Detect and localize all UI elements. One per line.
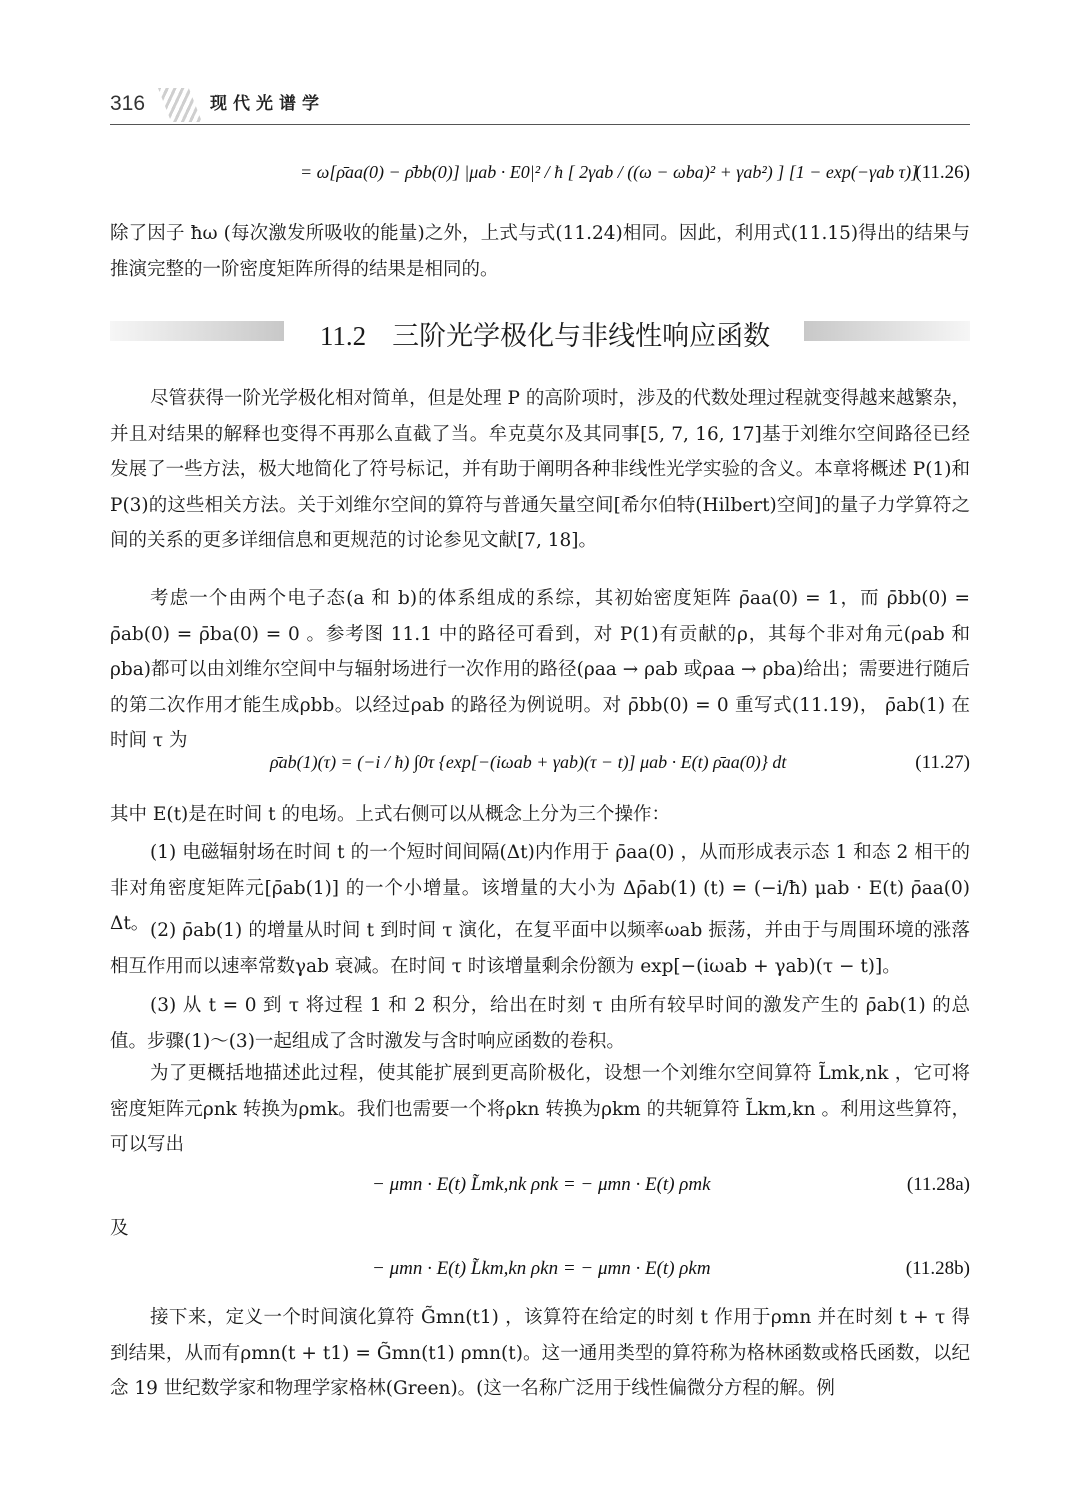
- paragraph: 为了更概括地描述此过程，使其能扩展到更高阶极化，设想一个刘维尔空间算符 L̃mk,nk ，它可将密度矩阵元ρnk 转换为ρmk。我们也需要一个将ρkn 转换为ρkm 的共轭算符 L̃km,kn 。利用这些算符，可以写出: [110, 1063, 970, 1155]
- paragraph: (3) 从 t = 0 到 τ 将过程 1 和 2 积分，给出在时刻 τ 由所有较早时间的激发产生的 ρ̄ab(1) 的总值。步骤(1)～(3)一起组成了含时激发与含时响应函数的卷积。: [110, 995, 970, 1052]
- equation-11-27: [110, 744, 970, 790]
- section-heading: [300, 314, 790, 353]
- equation-11-26: [110, 150, 970, 200]
- book-title: 现代光谱学: [210, 94, 325, 114]
- equation-number: (11.28b): [905, 1258, 970, 1279]
- running-header: [110, 84, 970, 125]
- equation-body: − μmn · E(t) L̃km,kn ρkn = − μmn · E(t) ρkm: [372, 1258, 711, 1279]
- section-title: 三阶光学极化与非线性响应函数: [392, 321, 771, 352]
- equation-number: (11.27): [915, 752, 970, 773]
- paragraph: (2) ρ̄ab(1) 的增量从时间 t 到时间 τ 演化，在复平面中以频率ωab 振荡，并由于与周围环境的涨落相互作用而以速率常数γab 衰减。在时间 τ 时该增量剩余份额为 exp[−(iωab + γab)(τ − t)]。: [110, 920, 970, 977]
- equation-11-28a: [110, 1170, 970, 1204]
- header-decoration: [158, 88, 202, 122]
- section-number: 11.2: [319, 321, 367, 351]
- equation-number: (11.26): [915, 162, 970, 183]
- paragraph: 除了因子 ħω (每次激发所吸收的能量)之外，上式与式(11.24)相同。因此，利用式(11.15)得出的结果与推演完整的一阶密度矩阵所得的结果是相同的。: [110, 223, 970, 280]
- equation-number: (11.28a): [906, 1174, 970, 1195]
- and-label: 及: [110, 1218, 129, 1239]
- equation-body: = ω[ρ̄aa(0) − ρ̄bb(0)] |μab · E0|² / ħ [ 2γab / ((ω − ωba)² + γab²) ] [1 − exp(−γab τ)]: [300, 162, 919, 182]
- paragraph: 接下来，定义一个时间演化算符 G̃mn(t1) ，该算符在给定的时刻 t 作用于ρmn 并在时刻 t + τ 得到结果，从而有ρmn(t + t1) = G̃mn(t1) ρmn(t)。这一通用类型的算符称为格林函数或格氏函数，以纪念 19 世纪数学家和物理学家格林(Green)。(这一名称广泛用于线性偏微分方程的解。例: [110, 1307, 970, 1399]
- paragraph: 考虑一个由两个电子态(a 和 b)的体系组成的系综，其初始密度矩阵 ρ̄aa(0) = 1，而 ρ̄bb(0) = ρ̄ab(0) = ρ̄ba(0) = 0 。参考图 11.1 中的路径可看到，对 P(1)有贡献的ρ，其每个非对角元(ρab 和ρba)都可以由刘维尔空间中与辐射场进行一次作用的路径(ρaa → ρab 或ρaa → ρba)给出；需要进行随后的第二次作用才能生成ρbb。以经过ρab 的路径为例说明。对 ρ̄bb(0) = 0 重写式(11.19)， ρ̄ab(1) 在时间 τ 为: [110, 588, 970, 751]
- equation-11-28b: [110, 1254, 970, 1288]
- page-number: 316: [110, 92, 146, 115]
- section-bar-left: [110, 321, 284, 341]
- paragraph: (1) 电磁辐射场在时间 t 的一个短时间间隔(Δt)内作用于 ρ̄aa(0) ，从而形成表示态 1 和态 2 相干的非对角密度矩阵元[ρ̄ab(1)] 的一个小增量。该增量的大小为 Δρ̄ab(1) (t) = (−i/ħ) μab · E(t) ρ̄aa(0) Δt。: [110, 842, 970, 934]
- section-bar-right: [804, 321, 970, 341]
- paragraph: 尽管获得一阶光学极化相对简单，但是处理 P 的高阶项时，涉及的代数处理过程就变得越来越繁杂，并且对结果的解释也变得不再那么直截了当。牟克莫尔及其同事[5, 7, 16, 17]基于刘维尔空间路径已经发展了一些方法，极大地简化了符号标记，并有助于阐明各种非线性光学实验的含义。本章将概述 P(1)和 P(3)的这些相关方法。关于刘维尔空间的算符与普通矢量空间[希尔伯特(Hilbert)空间]的量子力学算符之间的关系的更多详细信息和更规范的讨论参见文献[7, 18]。: [110, 388, 970, 551]
- equation-body: − μmn · E(t) L̃mk,nk ρnk = − μmn · E(t) ρmk: [372, 1174, 711, 1195]
- paragraph: 其中 E(t)是在时间 t 的电场。上式右侧可以从概念上分为三个操作：: [110, 804, 670, 825]
- equation-body: ρ̄ab(1)(τ) = (−i / ħ) ∫0τ {exp[−(iωab + γab)(τ − t)] μab · E(t) ρ̄aa(0)} dt: [270, 752, 787, 772]
